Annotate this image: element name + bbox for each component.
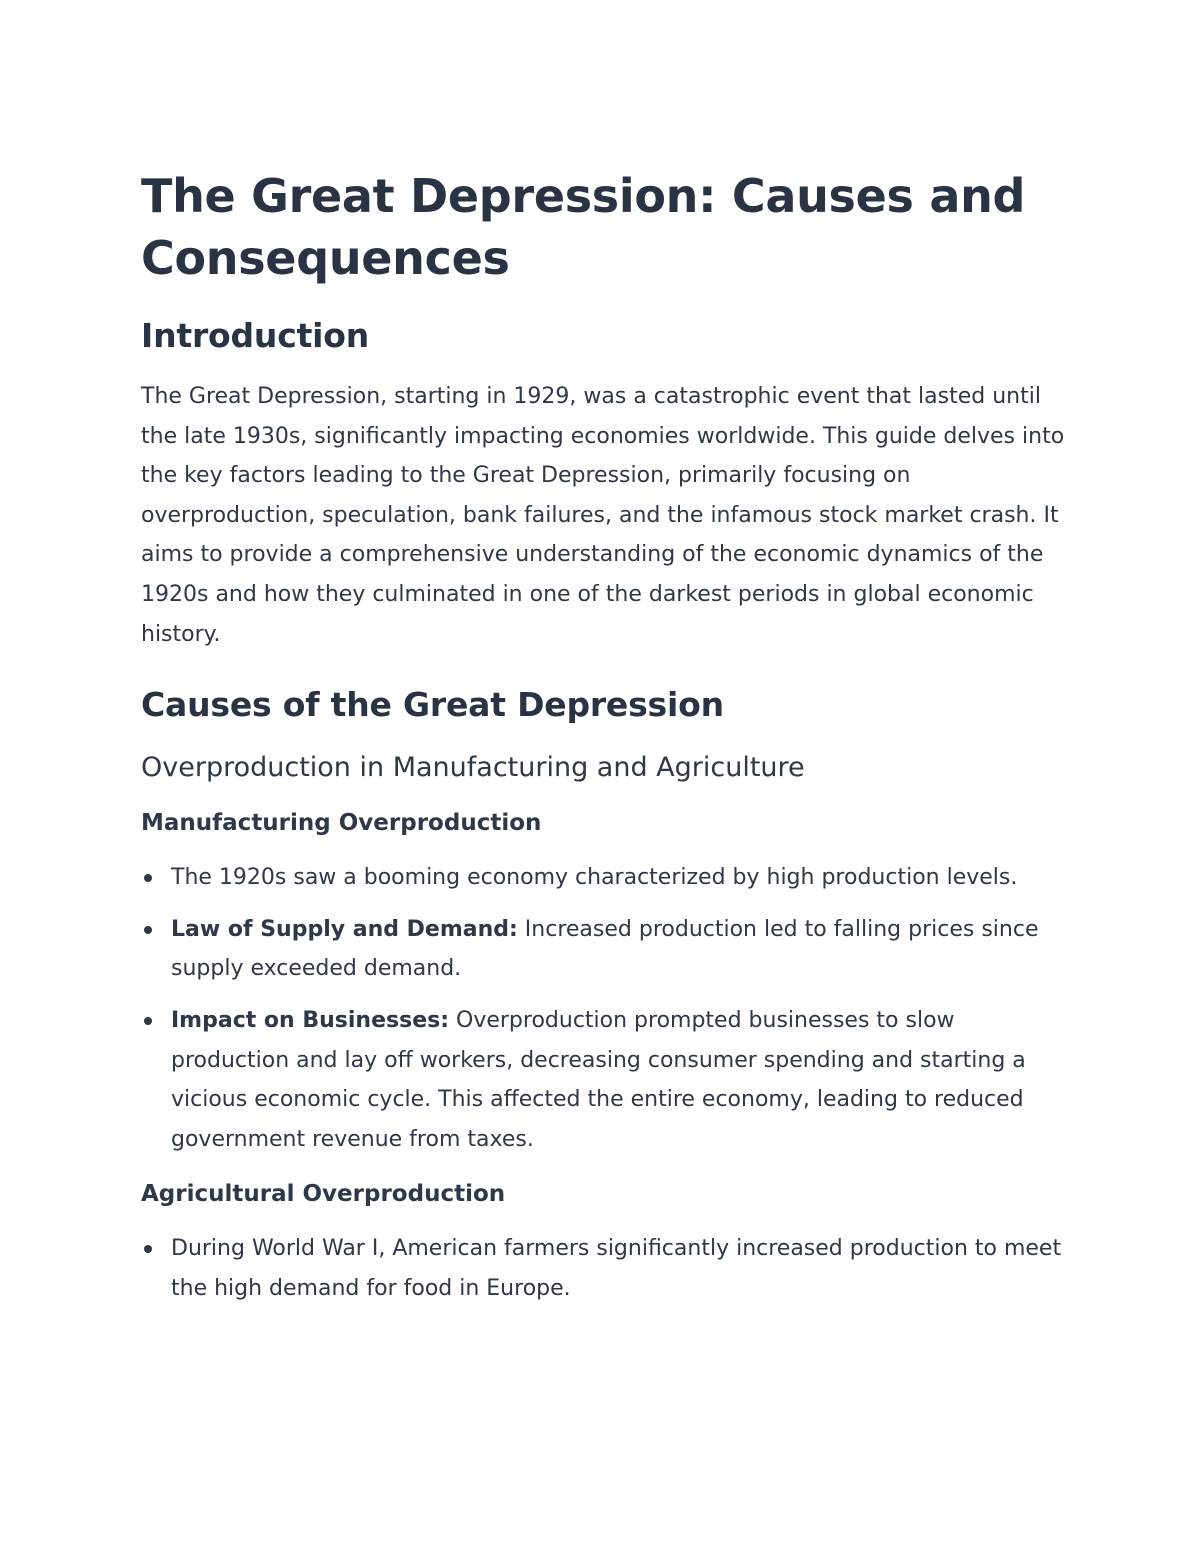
list-item-text: During World War I, American farmers significantly increased production to meet the high demand for food in Europe. [171, 1236, 1062, 1301]
list-item [141, 1229, 1066, 1308]
introduction-paragraph: The Great Depression, starting in 1929, was a catastrophic event that lasted until the late 1930s, significantly impacting economies worldwide. This guide delves into the key factors leading to the Great Depression, primarily focusing on overproduction, speculation, bank failures, and the infamous stock market crash. It aims to provide a comprehensive understanding of the economic dynamics of the 1920s and how they culminated in one of the darkest periods in global economic history. [141, 384, 1065, 647]
document-title: The Great Depression: Causes and Consequences [141, 169, 1026, 285]
causes-heading: Causes of the Great Depression [141, 685, 724, 725]
manufacturing-list [141, 858, 1066, 1159]
overproduction-heading: Overproduction in Manufacturing and Agriculture [141, 752, 805, 784]
agricultural-heading: Agricultural Overproduction [141, 1181, 506, 1208]
agricultural-list [141, 1229, 1066, 1308]
manufacturing-heading: Manufacturing Overproduction [141, 810, 542, 837]
list-item-text: Overproduction prompted businesses to slow production and lay off workers, decreasing consumer spending and starting a vicious economic cycle. This affected the entire economy, leading to reduced government revenue from taxes. [171, 1007, 1026, 1152]
introduction-heading: Introduction [141, 316, 370, 355]
list-item [141, 858, 1066, 898]
list-item-text: Increased production led to falling prices since supply exceeded demand. [171, 916, 1039, 982]
list-item [141, 910, 1066, 989]
list-item-text: The 1920s saw a booming economy characterized by high production levels. [171, 865, 1018, 891]
document-page [141, 165, 1066, 1321]
list-item-bold: Law of Supply and Demand: [171, 916, 518, 942]
list-item-bold: Impact on Businesses: [171, 1007, 450, 1033]
list-item [141, 1001, 1066, 1159]
